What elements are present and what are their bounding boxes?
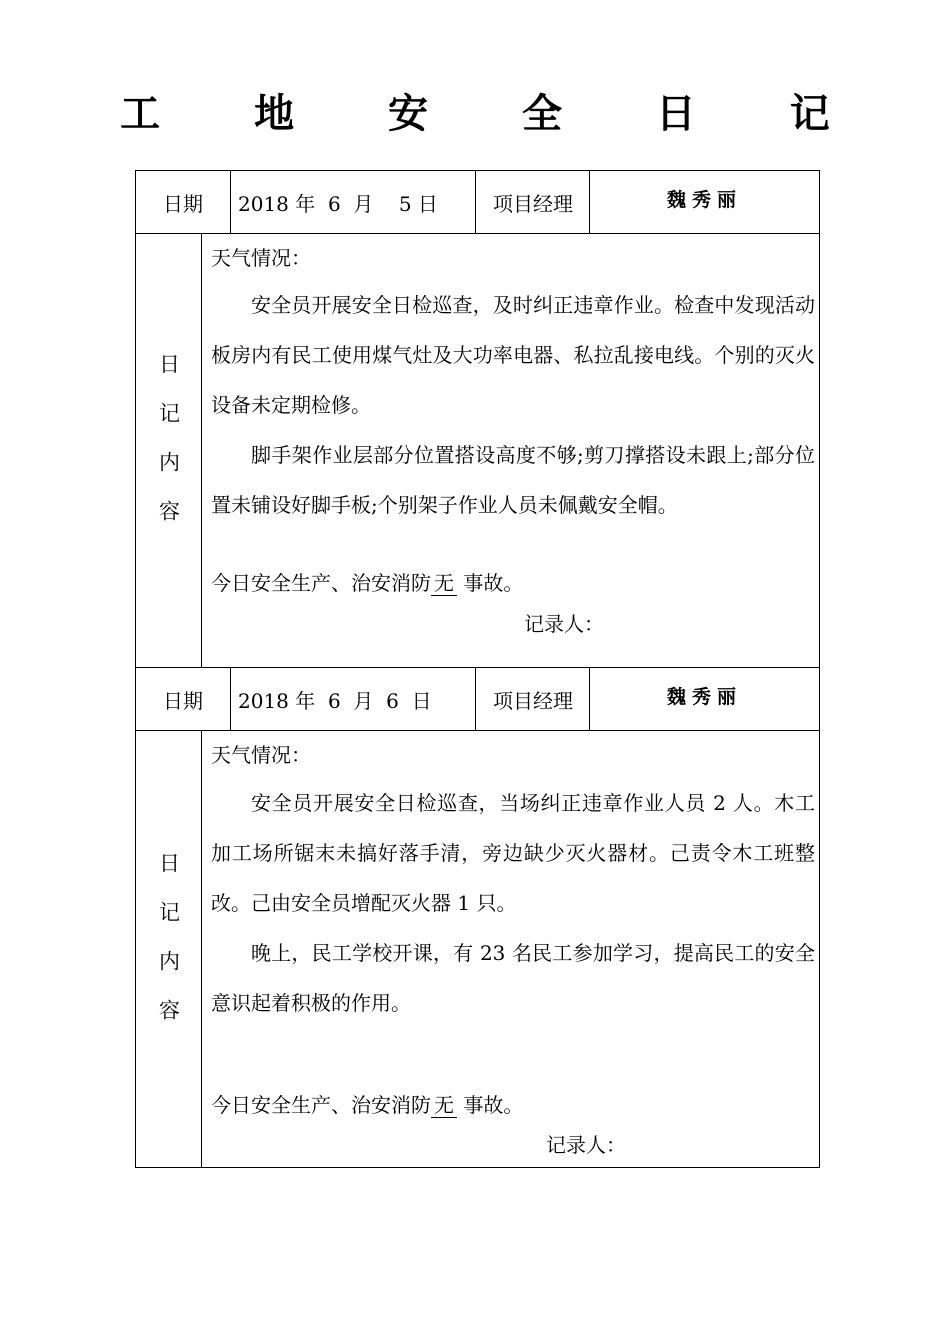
manager-signature: 魏秀丽 [666,189,742,211]
summary-prefix: 今日安全生产、治安消防 [211,571,431,595]
side-label-cell [136,234,202,668]
entry-header [136,171,819,234]
date-value: 2018 年 6 月 5 日 [231,171,476,233]
content-paragraph: 晚上，民工学校开课，有 23 名民工参加学习，提高民工的安全意识起着积极的作用。 [211,941,815,1015]
content-paragraph: 安全员开展安全日检巡查，当场纠正违章作业人员 2 人。木工加工场所锯末未搞好落手清，旁边缺少灭火器材。己责令木工班整改。己由安全员增配灭火器 1 只。 [211,791,815,915]
recorder-label: 记录人： [546,1133,626,1157]
diary-content [202,731,819,1168]
date-label: 日期 [136,668,231,730]
summary-value: 无 [431,1093,457,1118]
side-label-cell [136,731,202,1168]
manager-label: 项目经理 [477,171,590,233]
manager-signature: 魏秀丽 [666,686,742,708]
side-label: 日记内容 [156,851,181,1048]
diary-content [202,234,819,668]
manager-label: 项目经理 [477,668,590,730]
summary-prefix: 今日安全生产、治安消防 [211,1093,431,1117]
diary-entry-2 [135,667,820,1168]
page-title: 工 地 安 全 日 记 [120,91,870,137]
summary-value: 无 [431,571,457,596]
date-value: 2018 年 6 月 6 日 [231,668,476,730]
date-label: 日期 [136,171,231,233]
side-label: 日记内容 [156,353,181,549]
entry-body [136,731,819,1168]
content-paragraph: 安全员开展安全日检巡查，及时纠正违章作业。检查中发现活动板房内有民工使用煤气灶及大功率电器、私拉乱接电线。个别的灭火设备未定期检修。 [211,293,815,417]
entry-header [136,668,819,731]
weather-label: 天气情况： [211,246,311,270]
summary-suffix: 事故。 [457,1093,524,1117]
diary-entry-1 [135,170,820,668]
content-paragraph: 脚手架作业层部分位置搭设高度不够;剪刀撑搭设未跟上;部分位置未铺设好脚手板;个别架子作业人员未佩戴安全帽。 [211,443,815,517]
daily-summary [211,1089,523,1118]
summary-suffix: 事故。 [457,571,524,595]
daily-summary [211,567,523,596]
weather-label: 天气情况： [211,743,311,767]
recorder-label: 记录人： [524,612,604,636]
entry-body [136,234,819,668]
